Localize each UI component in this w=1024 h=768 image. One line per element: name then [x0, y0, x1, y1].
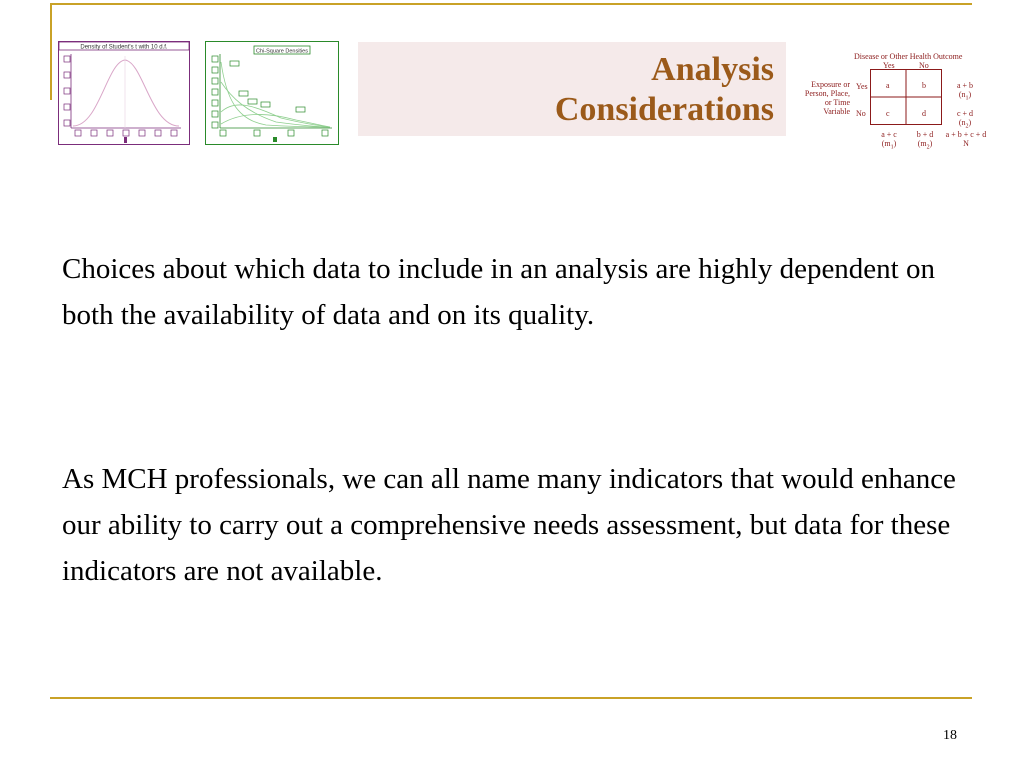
t-axis-label-mark — [124, 137, 127, 143]
left-rule — [50, 3, 52, 100]
contingency-table — [800, 48, 990, 153]
row-total-1-value: a + b — [956, 81, 974, 90]
row-total-1-sub: $(n_1)$ — [958, 90, 972, 102]
chi-df-label — [239, 91, 248, 96]
top-rule — [50, 3, 972, 5]
chi-ytick — [212, 122, 218, 128]
outcome-header: Disease or Other Health Outcome — [854, 52, 963, 61]
chi-ytick — [212, 78, 218, 84]
exposure-label — [800, 80, 850, 116]
t-xtick — [107, 130, 113, 136]
row-total-2 — [954, 109, 976, 132]
chi-df-label — [261, 102, 270, 107]
t-xtick — [75, 130, 81, 136]
row-total-2-value: c + d — [956, 109, 974, 118]
col-total-1-sub: $(m_1)$ — [881, 139, 897, 151]
t-xtick — [91, 130, 97, 136]
t-xtick — [171, 130, 177, 136]
t-ytick — [64, 120, 70, 126]
chi-xtick — [288, 130, 294, 136]
t-xtick — [155, 130, 161, 136]
t-density-title: Density of Student's t with 10 d.f. — [80, 44, 168, 51]
chi-square-chart — [206, 42, 338, 144]
col-total-1-value: a + c — [881, 130, 897, 139]
col-no-label: No — [919, 61, 929, 70]
chi-ytick — [212, 111, 218, 117]
chi-xtick — [322, 130, 328, 136]
chi-ytick — [212, 100, 218, 106]
t-ytick — [64, 56, 70, 62]
col-total-2-sub: $(m_2)$ — [917, 139, 933, 151]
t-xtick — [139, 130, 145, 136]
chi-df-label — [296, 107, 305, 112]
exposure-label-line: Exposure or — [811, 80, 850, 89]
paragraph-data-choices: Choices about which data to include in an analysis are highly dependent on both the availability of data and on its quality. — [62, 253, 935, 331]
t-ytick — [64, 104, 70, 110]
title-line-2: Considerations — [554, 91, 774, 128]
cell-c: c — [886, 109, 890, 118]
t-density-thumbnail — [58, 41, 190, 145]
row-yes-label: Yes — [856, 82, 868, 91]
chi-df-label — [248, 99, 257, 104]
chi-xtick — [254, 130, 260, 136]
exposure-label-line: Person, Place, — [804, 89, 850, 98]
chi-square-thumbnail — [205, 41, 339, 145]
exposure-label-line: or Time — [824, 98, 850, 107]
col-total-2 — [914, 130, 936, 153]
chi-ytick — [212, 56, 218, 62]
slide-title — [555, 50, 774, 130]
chi-axis-label-mark — [273, 137, 277, 142]
t-ytick — [64, 88, 70, 94]
t-xtick — [123, 130, 129, 136]
title-banner — [358, 42, 786, 136]
t-ytick — [64, 72, 70, 78]
col-yes-label: Yes — [883, 61, 895, 70]
cell-d: d — [922, 109, 926, 118]
chi-square-title: Chi-Square Densities — [256, 48, 308, 55]
t-density-curve — [73, 60, 179, 126]
chi-ytick — [212, 67, 218, 73]
cell-a: a — [886, 81, 890, 90]
chi-df-label — [230, 61, 239, 66]
col-total-2-value: b + d — [916, 130, 934, 139]
table-grid — [870, 69, 942, 125]
title-line-1: Analysis — [651, 51, 774, 88]
chi-curve-2 — [221, 82, 330, 127]
exposure-label-line: Variable — [823, 107, 850, 116]
chi-xtick — [220, 130, 226, 136]
grand-total — [943, 130, 989, 148]
row-total-2-sub: $(n_2)$ — [958, 118, 972, 130]
row-total-1 — [954, 81, 976, 104]
col-total-1 — [878, 130, 900, 153]
row-no-label: No — [856, 109, 866, 118]
bottom-rule — [50, 697, 972, 699]
chi-ytick — [212, 89, 218, 95]
paragraph-indicators: As MCH professionals, we can all name many indicators that would enhance our ability to carry out a comprehensive needs assessment, but data for these indicators are not available. — [62, 463, 956, 587]
t-density-chart — [59, 42, 189, 144]
cell-b: b — [922, 81, 926, 90]
page-number: 18 — [943, 728, 957, 743]
grand-total-n: N — [963, 139, 969, 148]
grand-total-value: a + b + c + d — [945, 130, 987, 139]
